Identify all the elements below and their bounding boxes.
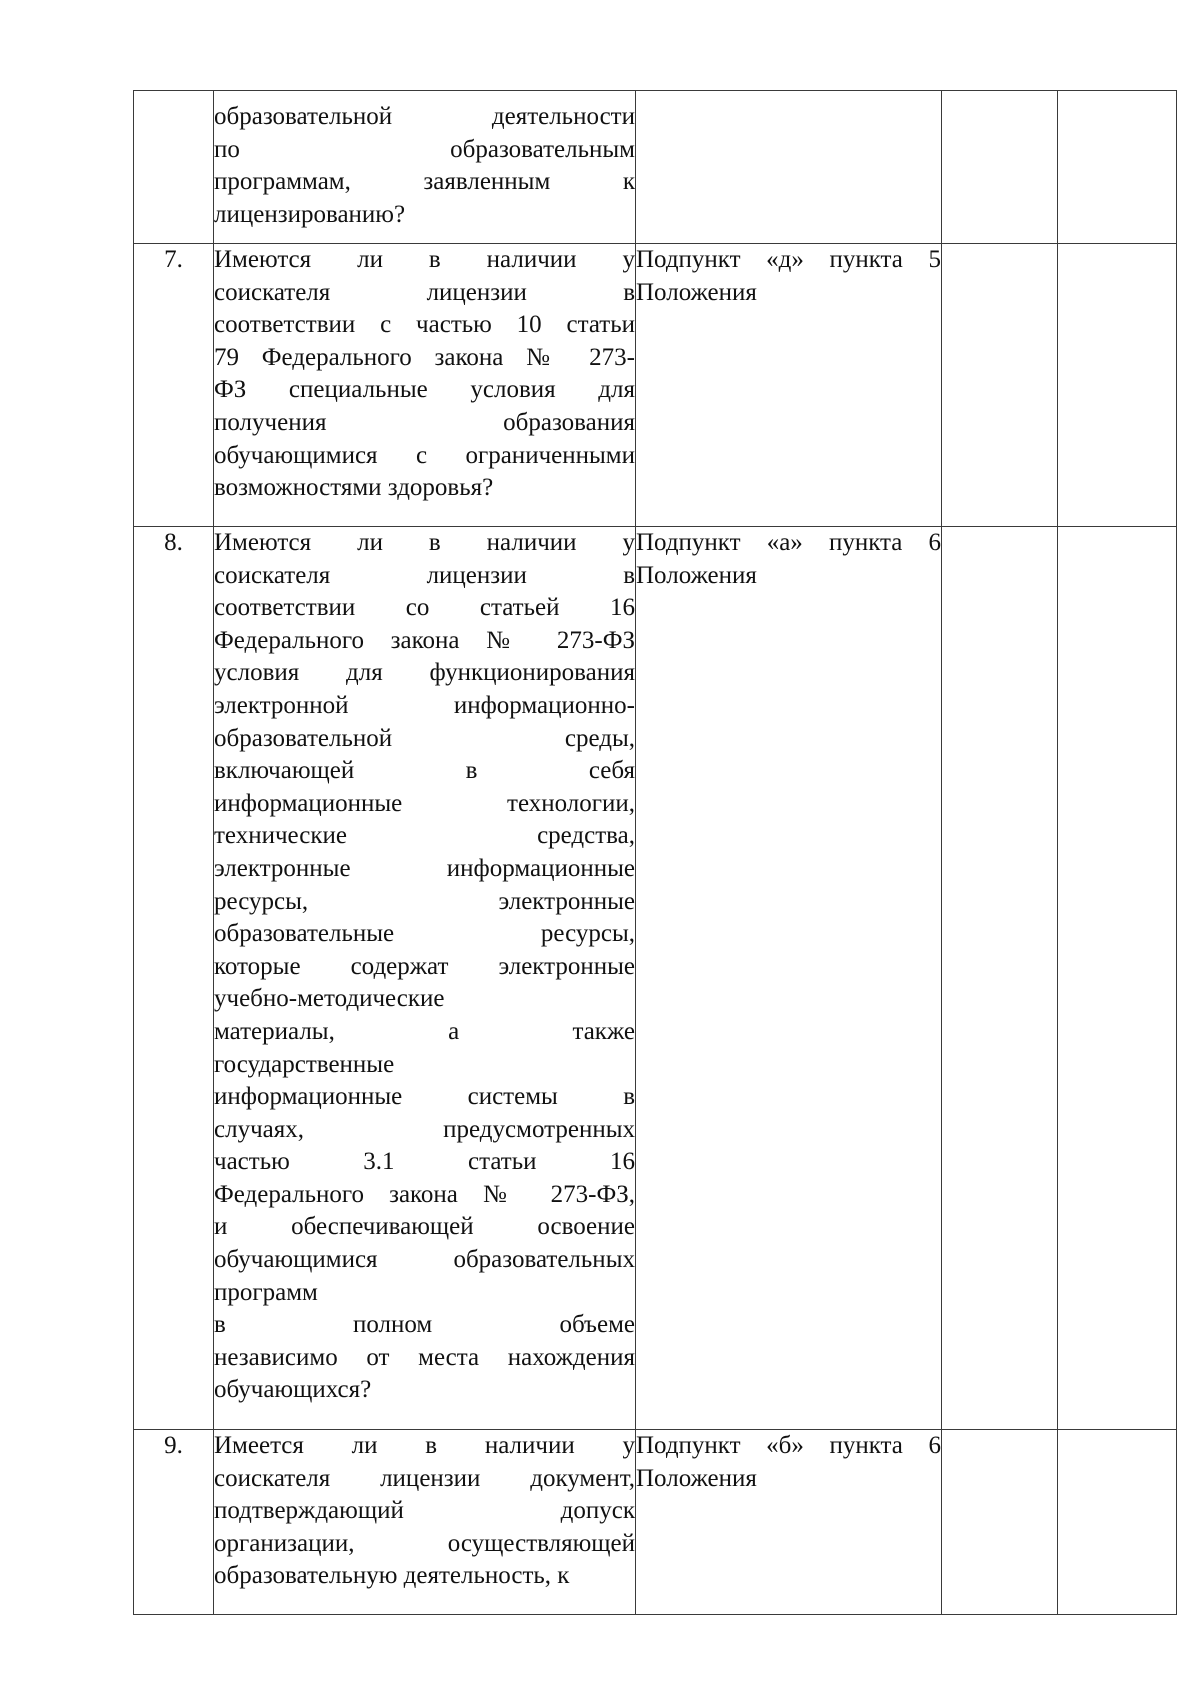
question-line: соискателя лицензии документ, [214, 1464, 635, 1492]
question-line: в полном объеме [214, 1311, 635, 1339]
note-cell [1058, 91, 1177, 244]
question-line: государственные [214, 1050, 395, 1078]
question-line: ФЗ специальные условия для [214, 376, 635, 404]
question-line: программам, заявленным к [214, 168, 635, 196]
question-cell [214, 527, 636, 1430]
question-cell [214, 244, 636, 527]
question-line: Федерального закона № 273-ФЗ [214, 626, 635, 654]
question-line: информационные системы в [214, 1083, 635, 1111]
question-cell [214, 91, 636, 244]
question-line: 79 Федерального закона № 273- [214, 343, 635, 371]
question-line: обучающимися с ограниченными [214, 441, 635, 469]
note-cell [1058, 1430, 1177, 1615]
question-line: обучающихся? [214, 1376, 372, 1404]
reference-cell [636, 244, 942, 527]
note-cell [1058, 527, 1177, 1430]
question-line: Имеется ли в наличии у [214, 1432, 635, 1459]
reference-line: Подпункт «б» пункта 6 [636, 1432, 941, 1459]
question-line: возможностями здоровья? [214, 474, 494, 502]
question-line: лицензированию? [214, 200, 406, 228]
question-line: соответствии с частью 10 статьи [214, 311, 635, 339]
answer-cell [942, 91, 1058, 244]
question-line: по образовательным [214, 135, 635, 163]
item-number [134, 91, 214, 244]
question-line: случаях, предусмотренных [214, 1115, 635, 1143]
answer-cell [942, 244, 1058, 527]
question-line: образовательные ресурсы, [214, 920, 635, 948]
checklist-rows [134, 91, 1177, 1615]
question-line: частью 3.1 статьи 16 [214, 1148, 635, 1176]
question-line: учебно-методические [214, 985, 445, 1013]
item-number: 7. [134, 244, 214, 527]
answer-cell [942, 527, 1058, 1430]
table-row [134, 91, 1177, 244]
question-line: Федерального закона № 273-ФЗ, [214, 1180, 635, 1208]
checklist-table [133, 90, 1177, 1615]
question-line: и обеспечивающей освоение [214, 1213, 635, 1241]
question-line: образовательной среды, [214, 724, 635, 752]
reference-cell [636, 91, 942, 244]
item-number: 8. [134, 527, 214, 1430]
reference-cell [636, 527, 942, 1430]
question-line: соискателя лицензии в [214, 561, 635, 589]
question-line: включающей в себя [214, 757, 635, 785]
question-line: электронной информационно- [214, 691, 635, 719]
reference-line: Подпункт «а» пункта 6 [636, 529, 941, 556]
reference-line: Положения [636, 278, 757, 306]
reference-line: Положения [636, 1464, 757, 1492]
question-line: получения образования [214, 408, 635, 436]
question-line: технические средства, [214, 822, 635, 850]
question-line: условия для функционирования [214, 659, 635, 687]
question-line: программ [214, 1278, 318, 1306]
question-line: организации, осуществляющей [214, 1529, 635, 1557]
question-line: Имеются ли в наличии у [214, 246, 635, 273]
note-cell [1058, 244, 1177, 527]
question-line: которые содержат электронные [214, 952, 635, 980]
table-row [134, 1430, 1177, 1615]
question-line: обучающимися образовательных [214, 1246, 635, 1274]
question-line: материалы, а также [214, 1017, 635, 1045]
question-line: независимо от места нахождения [214, 1343, 635, 1371]
question-line: электронные информационные [214, 854, 635, 882]
question-cell [214, 1430, 636, 1615]
question-line: соискателя лицензии в [214, 278, 635, 306]
reference-line: Подпункт «д» пункта 5 [636, 246, 941, 273]
question-line: соответствии со статьей 16 [214, 594, 635, 622]
question-line: подтверждающий допуск [214, 1497, 635, 1525]
question-line: ресурсы, электронные [214, 887, 635, 915]
reference-cell [636, 1430, 942, 1615]
question-line: Имеются ли в наличии у [214, 529, 635, 556]
answer-cell [942, 1430, 1058, 1615]
table-row [134, 244, 1177, 527]
reference-line: Положения [636, 561, 757, 589]
question-line: образовательную деятельность, к [214, 1562, 570, 1590]
item-number: 9. [134, 1430, 214, 1615]
question-line: образовательной деятельности [214, 103, 635, 130]
question-line: информационные технологии, [214, 789, 635, 817]
table-row [134, 527, 1177, 1430]
